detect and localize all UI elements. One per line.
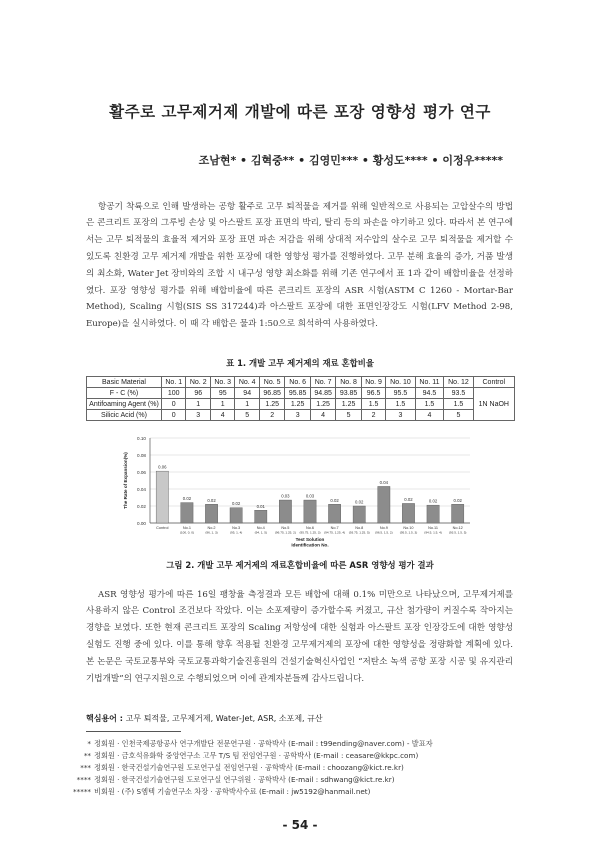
body-paragraph: ASR 영향성 평가에 따른 16일 팽창율 측정결과 모든 배합에 대해 0.1% 미만으로 나타났으며, 고무제거제를 사용하지 않은 Control 조건보다 작았다. 이는 소포제량이 증가할수록 커졌고, 규산 첨가량이 커질수록 작아지는 경향을 보였다. 또한 현재 콘크리트 포장의 Scaling 저항성에 대한 실험과 아스팔트 포장 인장강도에 대한 영향성 실험도 진행 중에 있다. 이를 통해 향후 적용될 친환경 고무제거제의 포장에 대한 영향성을 정량화할 계획에 있다. 본 논문은 국토교통부와 국토교통과학기술진흥원의 건설기술혁신사업인 “저탄소 녹색 공항 포장 시공 및 유지관리 기법개발”의 연구지원으로 수행되었으며 이에 관계자분들께 감사드립니다.	[86, 589, 513, 684]
chart-bar	[427, 505, 439, 523]
table-cell: 1.5	[444, 399, 473, 410]
x-tick-label: No.3	[232, 526, 241, 530]
bar-data-label: 0.02	[355, 499, 364, 505]
footnote-mark: *****	[73, 787, 91, 796]
x-tick-sublabel: (96, 1, 3)	[205, 530, 218, 535]
bar-data-label: 0.02	[207, 497, 216, 503]
table-cell: 5	[336, 410, 361, 421]
footnotes	[62, 738, 532, 798]
table-cell: 95.85	[285, 388, 310, 399]
table-row	[87, 388, 515, 399]
chart-bar	[205, 504, 217, 523]
keywords-label: 핵심용어 :	[86, 714, 123, 723]
table-cell: 0	[162, 410, 186, 421]
footnote	[62, 738, 532, 750]
table-cell: 94	[235, 388, 259, 399]
chart-bar	[181, 503, 193, 523]
chart-bar	[452, 504, 464, 523]
x-tick-sublabel: (94.75, 1.25, 4)	[324, 530, 346, 535]
x-tick-label: No.8	[355, 526, 364, 530]
x-tick-sublabel: (95.5, 1.5, 3)	[399, 530, 418, 535]
footnote-divider	[86, 731, 181, 732]
table-cell: 1.25	[259, 399, 284, 410]
table-header-cell: No. 8	[336, 377, 361, 388]
table-cell: 94.5	[415, 388, 444, 399]
bar-data-label: 0.02	[428, 498, 438, 504]
x-tick-sublabel: (96.75, 1.25, 2)	[274, 530, 296, 535]
footnote-text: 정회원 · 한국건설기술연구원 도로연구실 전임연구원 · 공학박사 (E-mail : choozang@kict.re.kr)	[94, 763, 404, 772]
table-cell: 4	[210, 410, 234, 421]
table-cell: 4	[415, 410, 444, 421]
table-cell: 100	[162, 388, 186, 399]
table-header-cell: No. 5	[259, 377, 284, 388]
bar-data-label: 0.02	[231, 501, 241, 507]
table-cell: 1	[186, 399, 210, 410]
author-list: 조남현* • 김혁중** • 김영민*** • 황성도**** • 이정우*****	[198, 154, 503, 167]
x-tick-label: No.7	[330, 526, 339, 530]
row-label: F - C (%)	[87, 388, 162, 399]
footnote-mark: ****	[76, 775, 91, 784]
footnote-text: 정회원 · 한국건설기술연구원 도로연구실 연구위원 · 공학박사 (E-mail : sdhwang@kict.re.kr)	[94, 775, 395, 784]
chart-svg	[118, 432, 483, 552]
bar-data-label: 0.03	[281, 493, 290, 499]
x-tick-label: No.2	[207, 526, 216, 530]
mix-ratio-table	[86, 376, 515, 421]
table-cell: 3	[186, 410, 210, 421]
y-tick-label: 0.04	[137, 487, 146, 492]
x-tick-label: Control	[156, 526, 169, 530]
bar-data-label: 0.06	[158, 464, 167, 470]
table-header-cell: No. 10	[386, 377, 415, 388]
table-row	[87, 399, 515, 410]
footnote-mark: *	[87, 739, 91, 748]
chart-bar	[255, 510, 267, 523]
table-cell: 1	[210, 399, 234, 410]
x-tick-label: No.12	[452, 526, 463, 530]
x-tick-sublabel: (93.75, 1.25, 5)	[348, 530, 370, 535]
table-cell: 1.25	[336, 399, 361, 410]
y-axis-label: The Rate of Expansion(%)	[123, 452, 128, 509]
table-header-cell: No. 6	[285, 377, 310, 388]
table-cell: 0	[162, 399, 186, 410]
table-header-row	[87, 377, 515, 388]
y-tick-label: 0.00	[137, 521, 146, 526]
table-cell: 1.25	[310, 399, 335, 410]
table-cell: 94.85	[310, 388, 335, 399]
table-caption: 표 1. 개발 고무 제거제의 재료 혼합비율	[226, 358, 374, 368]
footnote	[62, 750, 532, 762]
table-header-cell: No. 3	[210, 377, 234, 388]
chart-bar	[402, 503, 414, 523]
chart-bar	[304, 500, 316, 523]
x-tick-label: No.10	[403, 526, 414, 530]
table-cell: 95	[210, 388, 234, 399]
x-tick-label: No.5	[281, 526, 290, 530]
table-header-cell: No. 1	[162, 377, 186, 388]
row-label: Antifoaming Agent (%)	[87, 399, 162, 410]
page-number: - 54 -	[282, 818, 318, 832]
chart-bar	[230, 508, 242, 523]
footnote-text: 비회원 · (주) S엠텍 기술연구소 차장 · 공학박사수료 (E-mail : jw5192@hanmail.net)	[94, 787, 371, 796]
x-tick-label: No.6	[305, 526, 315, 530]
chart-bar	[378, 486, 390, 523]
bar-data-label: 0.02	[404, 496, 413, 502]
table-header-cell: No. 9	[361, 377, 385, 388]
x-axis-label: Test Solution	[295, 537, 325, 542]
table-cell: 96.5	[361, 388, 385, 399]
footnote-mark: ***	[80, 763, 91, 772]
table-cell: 95.5	[386, 388, 415, 399]
footnote-text: 정회원 · 금호석유화학 중앙연구소 고무 T/S 팀 전임연구원 · 공학박사 (E-mail : ceasare@kkpc.com)	[94, 751, 419, 760]
table-header-cell: Control	[473, 377, 514, 388]
keywords-line	[86, 713, 323, 724]
bar-data-label: 0.02	[330, 497, 339, 503]
y-tick-label: 0.10	[137, 436, 146, 441]
table-header-cell: No. 7	[310, 377, 335, 388]
chart-bar	[328, 504, 340, 523]
x-tick-sublabel: (94, 1, 5)	[254, 530, 267, 535]
chart-bar	[156, 471, 168, 523]
table-cell: 5	[444, 410, 473, 421]
y-tick-label: 0.08	[137, 453, 146, 458]
footnote-text: 정회원 · 인천국제공항공사 연구개발단 전문연구원 · 공학박사 (E-mail : t99ending@naver.com) - 발표자	[94, 739, 433, 748]
x-tick-label: No.1	[182, 526, 191, 530]
table-header-cell: No. 12	[444, 377, 473, 388]
table-cell: 96	[186, 388, 210, 399]
abstract-paragraph: 항공기 착륙으로 인해 발생하는 공항 활주로 고무 퇴적물을 제거를 위해 일반적으로 사용되는 고압살수의 방법은 콘크리트 포장의 그루빙 손상 및 아스팔트 포장 표면의 박리, 탈리 등의 파손을 야기하고 있다. 따라서 본 연구에서는 고무 퇴적물의 효율적 제거와 포장 표면 파손 저감을 위해 상대적 저수압의 살수로 고무 퇴적물을 제거할 수 있도록 친환경 고무 제거제 개발을 위한 포장에 대한 영향성 평가를 진행하였다. 고무 분해 효율의 증가, 거품 발생의 최소화, Water Jet 장비와의 조합 시 내구성 영향 최소화를 위해 기존 연구에서 표 1과 같이 배합비율을 선정하였다. 포장 영향성 평가를 위해 배합비율에 따른 콘크리트 포장의 ASR 시험(ASTM C 1260 - Mortar-Bar Method), Scaling 시험(SIS SS 317244)과 아스팔트 포장에 대한 표면인장강도 시험(LFV Method 2-98, Europe)을 실시하였다. 이 때 각 배합은 물과 1:50으로 희석하여 사용하였다.	[86, 201, 513, 330]
table-header-cell: Basic Material	[87, 377, 162, 388]
asr-expansion-chart	[118, 432, 483, 552]
chart-bar	[279, 500, 291, 523]
footnote	[62, 786, 532, 798]
table-cell: 1	[235, 399, 259, 410]
control-cell: 1N NaOH	[473, 388, 514, 421]
y-tick-label: 0.06	[137, 470, 146, 475]
x-tick-sublabel: (95.75, 1.25, 3)	[299, 530, 321, 535]
bar-data-label: 0.02	[453, 497, 462, 503]
table-cell: 5	[235, 410, 259, 421]
table-header-cell: No. 4	[235, 377, 259, 388]
table-cell: 2	[259, 410, 284, 421]
bar-data-label: 0.04	[379, 479, 389, 485]
paper-title: 활주로 고무제거제 개발에 따른 포장 영향성 평가 연구	[109, 103, 491, 121]
x-tick-label: No.11	[428, 526, 439, 530]
row-label: Silicic Acid (%)	[87, 410, 162, 421]
table-cell: 3	[386, 410, 415, 421]
x-axis-label: Identification No.	[291, 542, 329, 548]
table-cell: 93.5	[444, 388, 473, 399]
x-tick-label: No.4	[256, 526, 265, 530]
table-cell: 3	[285, 410, 310, 421]
x-tick-sublabel: (95, 1, 4)	[229, 530, 243, 535]
table-header-cell: No. 2	[186, 377, 210, 388]
chart-bar	[353, 506, 365, 523]
table-cell: 1.5	[386, 399, 415, 410]
x-tick-sublabel: (100, 0, 0)	[179, 530, 194, 535]
table-cell: 4	[310, 410, 335, 421]
figure-caption: 그림 2. 개발 고무 제거제의 재료혼합비율에 따른 ASR 영향성 평가 결과	[166, 560, 434, 570]
x-tick-sublabel: (94.5, 1.5, 4)	[424, 530, 442, 535]
table-cell: 1.5	[415, 399, 444, 410]
x-tick-sublabel: (93.5, 1.5, 5)	[448, 530, 467, 535]
table-cell: 93.85	[336, 388, 361, 399]
bar-data-label: 0.03	[305, 493, 315, 499]
table-cell: 1.5	[361, 399, 385, 410]
footnote-mark: **	[83, 751, 91, 760]
table-row	[87, 410, 515, 421]
table-header-cell: No. 11	[415, 377, 444, 388]
table-cell: 1.25	[285, 399, 310, 410]
footnote	[62, 762, 532, 774]
y-tick-label: 0.02	[137, 504, 146, 509]
table-cell: 96.85	[259, 388, 284, 399]
bar-data-label: 0.02	[182, 496, 192, 502]
table-cell: 2	[361, 410, 385, 421]
keywords-value: 고무 퇴적물, 고무제거제, Water-Jet, ASR, 소포제, 규산	[125, 714, 323, 723]
x-tick-sublabel: (96.5, 1.5, 2)	[375, 530, 393, 535]
footnote	[62, 774, 532, 786]
bar-data-label: 0.01	[256, 503, 265, 509]
x-tick-label: No.9	[379, 526, 388, 530]
